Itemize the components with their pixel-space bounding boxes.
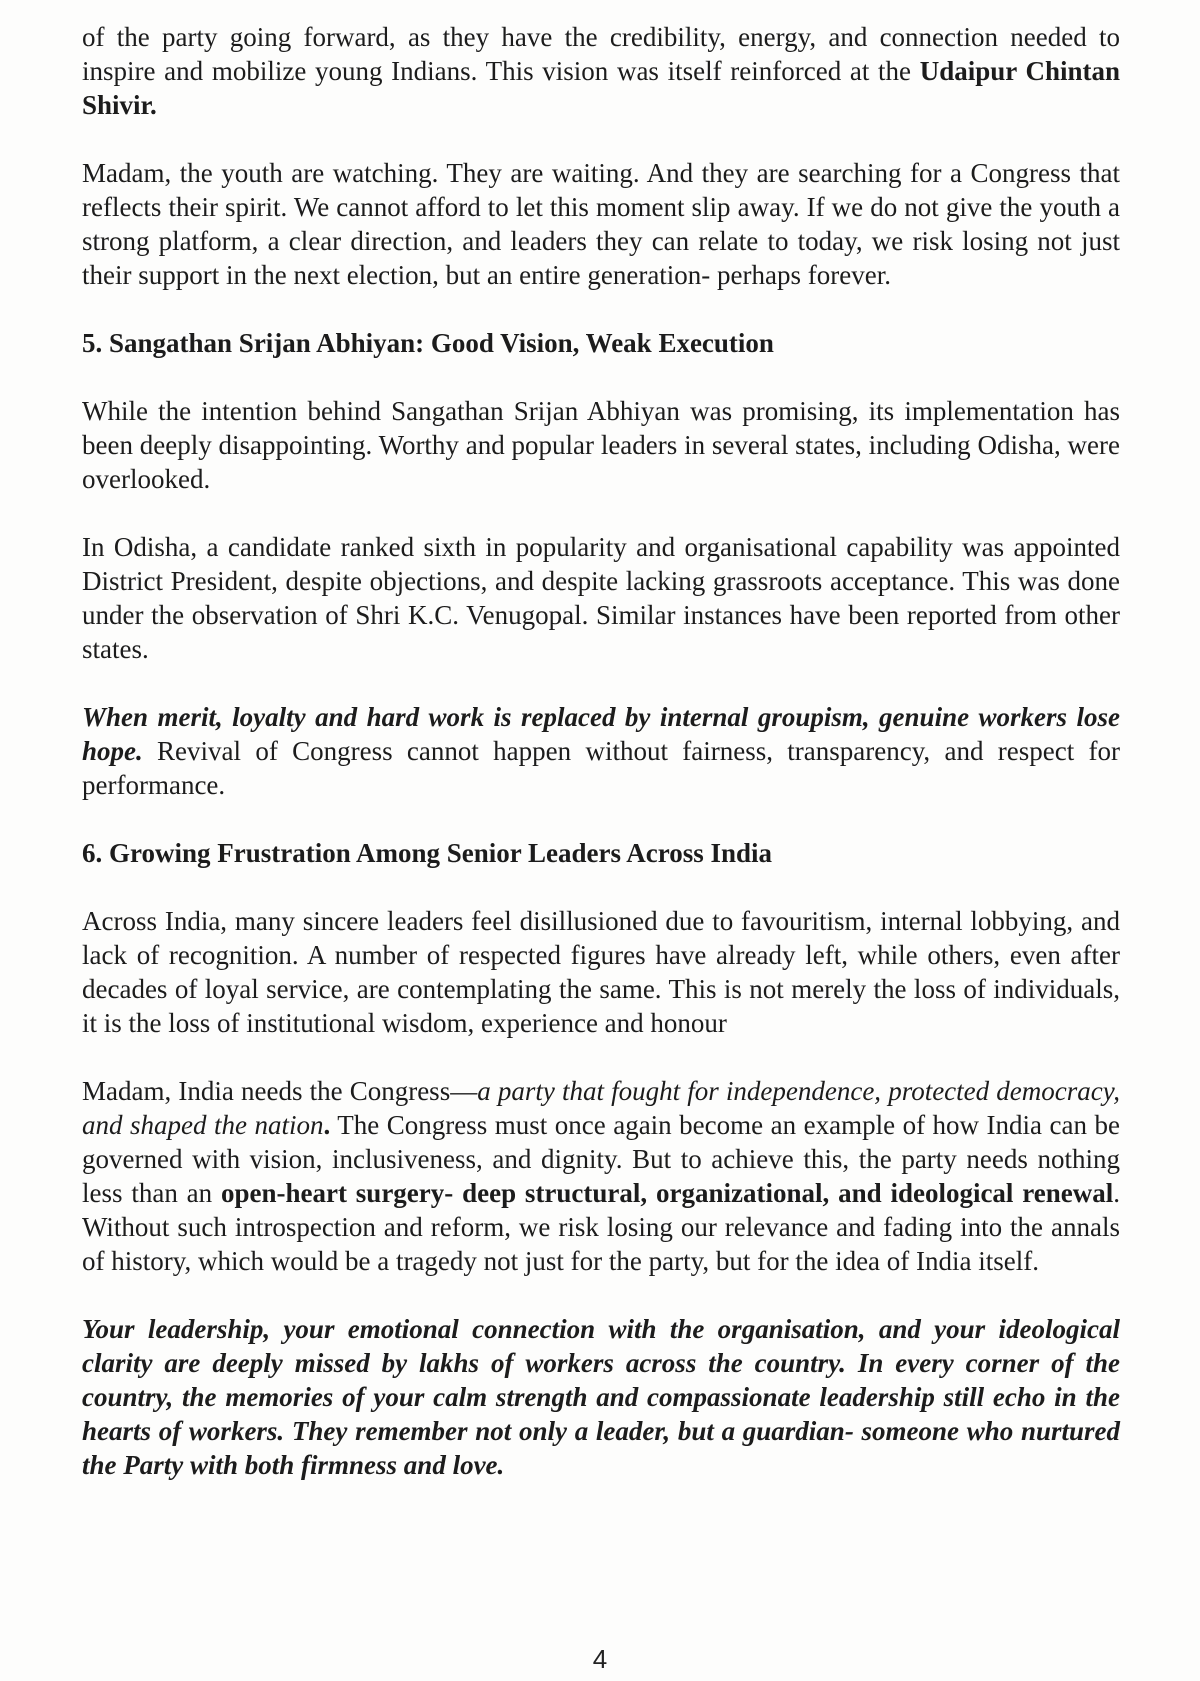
paragraph-disillusioned-leaders: Across India, many sincere leaders feel disillusioned due to favouritism, internal lobbying, and lack of recognition. A number of respected figures have already left, while others, even after decades of loyal service, are contemplating the same. This is not merely the loss of individuals, it is the loss of institutional wisdom, experience and honour: [82, 906, 1120, 1038]
emphasis-text: When merit, loyalty and hard work is replaced by internal groupism, genuine workers lose hope.: [82, 702, 1120, 766]
paragraph-abhiyan-intention: While the intention behind Sangathan Srijan Abhiyan was promising, its implementation has been deeply disappointing. Worthy and popular leaders in several states, including Odisha, were overlooked.: [82, 396, 1120, 494]
page-number: 4: [592, 1644, 608, 1674]
paragraph-merit-loyalty: [82, 700, 1120, 802]
italic-text: a party that fought for independence, protected democracy, and shaped the nation: [82, 1076, 1120, 1140]
paragraph-text: Revival of Congress cannot happen without fairness, transparency, and respect for performance.: [82, 736, 1120, 800]
paragraph-text: . Without such introspection and reform, we risk losing our relevance and fading into the annals of history, which would be a tragedy not just for the party, but for the idea of India itself.: [82, 1178, 1120, 1276]
section-heading-5: 5. Sangathan Srijan Abhiyan: Good Vision, Weak Execution: [82, 328, 774, 358]
bold-period: .: [323, 1110, 331, 1140]
open-heart-surgery-text: open-heart surgery- deep structural, organizational, and ideological renewal: [220, 1178, 1114, 1208]
udaipur-chintan-shivir-text: Udaipur Chintan Shivir.: [82, 56, 1120, 120]
paragraph-india-needs-congress: [82, 1074, 1120, 1278]
paragraph-text: of the party going forward, as they have the credibility, energy, and connection needed to inspire and mobilize young Indians. This vision was itself reinforced at the: [82, 22, 1120, 86]
paragraph-your-leadership: Your leadership, your emotional connection with the organisation, and your ideological clarity are deeply missed by lakhs of workers across the country. In every corner of the country, the memories of your calm strength and compassionate leadership still echo in the hearts of workers. They remember not only a leader, but a guardian- someone who nurtured the Party with both firmness and love.: [82, 1314, 1120, 1480]
paragraph-youth-watching: Madam, the youth are watching. They are waiting. And they are searching for a Congress that reflects their spirit. We cannot afford to let this moment slip away. If we do not give the youth a strong platform, a clear direction, and leaders they can relate to today, we risk losing not just their support in the next election, but an entire generation- perhaps forever.: [82, 158, 1120, 290]
paragraph-text: Madam, India needs the Congress—: [82, 1076, 478, 1106]
paragraph-text: The Congress must once again become an example of how India can be governed with vision, inclusiveness, and dignity. But to achieve this, the party needs nothing less than an: [82, 1110, 1120, 1208]
section-heading-6: 6. Growing Frustration Among Senior Leaders Across India: [82, 838, 773, 868]
paragraph-youth-vision: [82, 20, 1120, 122]
page-body: [82, 20, 1120, 1482]
paragraph-odisha-candidate: In Odisha, a candidate ranked sixth in popularity and organisational capability was appointed District President, despite objections, and despite lacking grassroots acceptance. This was done under the observation of Shri K.C. Venugopal. Similar instances have been reported from other states.: [82, 532, 1120, 664]
